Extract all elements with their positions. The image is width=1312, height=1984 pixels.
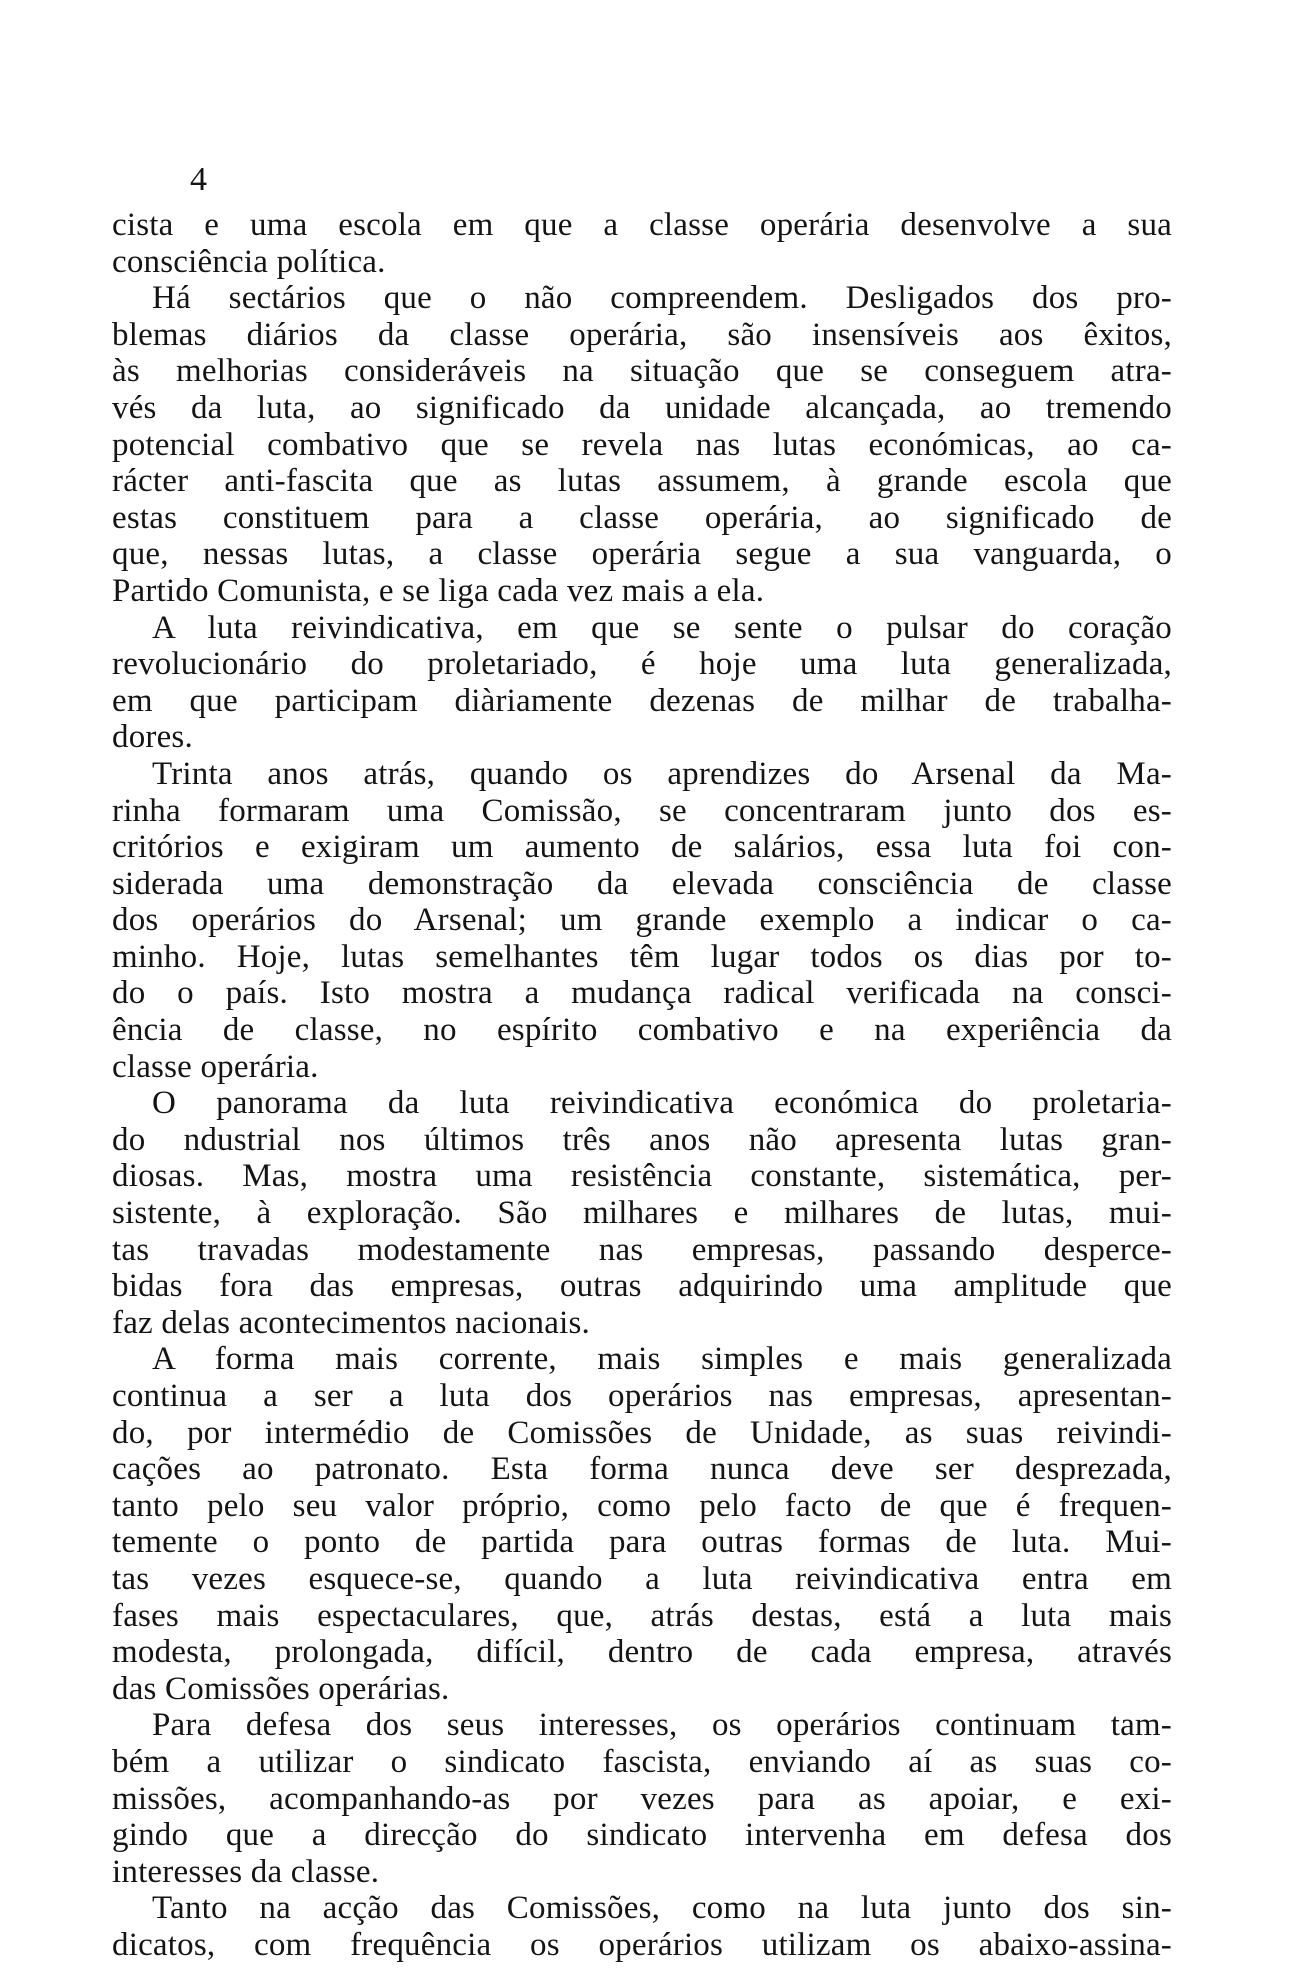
text-line: O panorama da luta reivindicativa económica do proletaria- xyxy=(152,1085,1172,1122)
text-line: faz delas acontecimentos nacionais. xyxy=(112,1304,590,1341)
text-line: do o país. Isto mostra a mudança radical verificada na consci- xyxy=(112,975,1172,1012)
text-line: siderada uma demonstração da elevada consciência de classe xyxy=(112,865,1172,902)
text-line: cista e uma escola em que a classe operária desenvolve a sua xyxy=(112,207,1172,243)
text-line: tanto pelo seu valor próprio, como pelo facto de que é frequen- xyxy=(112,1487,1172,1524)
text-line: do, por intermédio de Comissões de Unidade, as suas reivindi- xyxy=(112,1414,1172,1451)
text-line: vés da luta, ao significado da unidade alcançada, ao tremendo xyxy=(112,389,1172,426)
text-line: que, nessas lutas, a classe operária segue a sua vanguarda, o xyxy=(112,536,1172,573)
text-line: Para defesa dos seus interesses, os operários continuam tam- xyxy=(152,1707,1172,1744)
text-line: rinha formaram uma Comissão, se concentraram junto dos es- xyxy=(112,792,1172,829)
text-line: potencial combativo que se revela nas lutas económicas, ao ca- xyxy=(112,426,1172,463)
text-line: dores. xyxy=(112,719,193,756)
text-line: dos operários do Arsenal; um grande exemplo a indicar o ca- xyxy=(112,902,1172,939)
text-line: tas vezes esquece-se, quando a luta reivindicativa entra em xyxy=(112,1560,1172,1597)
text-line: estas constituem para a classe operária, ao significado de xyxy=(112,499,1172,536)
text-line: Tanto na acção das Comissões, como na luta junto dos sin- xyxy=(152,1890,1172,1927)
text-line: tas travadas modestamente nas empresas, passando desperce- xyxy=(112,1231,1172,1268)
text-line: A forma mais corrente, mais simples e mais generalizada xyxy=(152,1341,1172,1378)
page-number: 4 xyxy=(190,161,207,198)
text-line: continua a ser a luta dos operários nas empresas, apresentan- xyxy=(112,1378,1172,1414)
text-line: rácter anti-fascita que as lutas assumem, à grande escola que xyxy=(112,463,1172,500)
text-line: dicatos, com frequência os operários utilizam os abaixo-assina- xyxy=(112,1926,1172,1963)
text-line: interesses da classe. xyxy=(112,1853,380,1890)
text-line: Partido Comunista, e se liga cada vez mais a ela. xyxy=(112,572,765,609)
text-line: A luta reivindicativa, em que se sente o pulsar do coração xyxy=(152,609,1172,646)
text-line: classe operária. xyxy=(112,1048,319,1085)
text-line: diosas. Mas, mostra uma resistência constante, sistemática, per- xyxy=(112,1158,1172,1195)
text-line: critórios e exigiram um aumento de salários, essa luta foi con- xyxy=(112,829,1172,866)
text-line: das Comissões operárias. xyxy=(112,1670,450,1707)
text-line: temente o ponto de partida para outras formas de luta. Mui- xyxy=(112,1524,1172,1561)
text-line: gindo que a direcção do sindicato intervenha em defesa dos xyxy=(112,1817,1172,1854)
text-line: às melhorias consideráveis na situação que se conseguem atra- xyxy=(112,353,1172,390)
text-line: bidas fora das empresas, outras adquirindo uma amplitude que xyxy=(112,1268,1172,1305)
text-line: blemas diários da classe operária, são insensíveis aos êxitos, xyxy=(112,316,1172,353)
text-line: em que participam diàriamente dezenas de milhar de trabalha- xyxy=(112,682,1172,719)
text-line: bém a utilizar o sindicato fascista, enviando aí as suas co- xyxy=(112,1743,1172,1780)
text-line: Há sectários que o não compreendem. Desligados dos pro- xyxy=(152,280,1172,317)
text-line: ência de classe, no espírito combativo e na experiência da xyxy=(112,1012,1172,1049)
text-line: minho. Hoje, lutas semelhantes têm lugar todos os dias por to- xyxy=(112,938,1172,975)
text-line: sistente, à exploração. São milhares e milhares de lutas, mui- xyxy=(112,1195,1172,1232)
text-line: cações ao patronato. Esta forma nunca deve ser desprezada, xyxy=(112,1451,1172,1488)
text-line: fases mais espectaculares, que, atrás destas, está a luta mais xyxy=(112,1597,1172,1634)
text-line: missões, acompanhando-as por vezes para as apoiar, e exi- xyxy=(112,1780,1172,1817)
text-line: revolucionário do proletariado, é hoje uma luta generalizada, xyxy=(112,646,1172,683)
body-text xyxy=(112,207,1172,1964)
text-line: modesta, prolongada, difícil, dentro de cada empresa, através xyxy=(112,1634,1172,1671)
text-line: Trinta anos atrás, quando os aprendizes do Arsenal da Ma- xyxy=(152,755,1172,792)
text-line: consciência política. xyxy=(112,243,386,280)
text-line: do ndustrial nos últimos três anos não apresenta lutas gran- xyxy=(112,1121,1172,1158)
